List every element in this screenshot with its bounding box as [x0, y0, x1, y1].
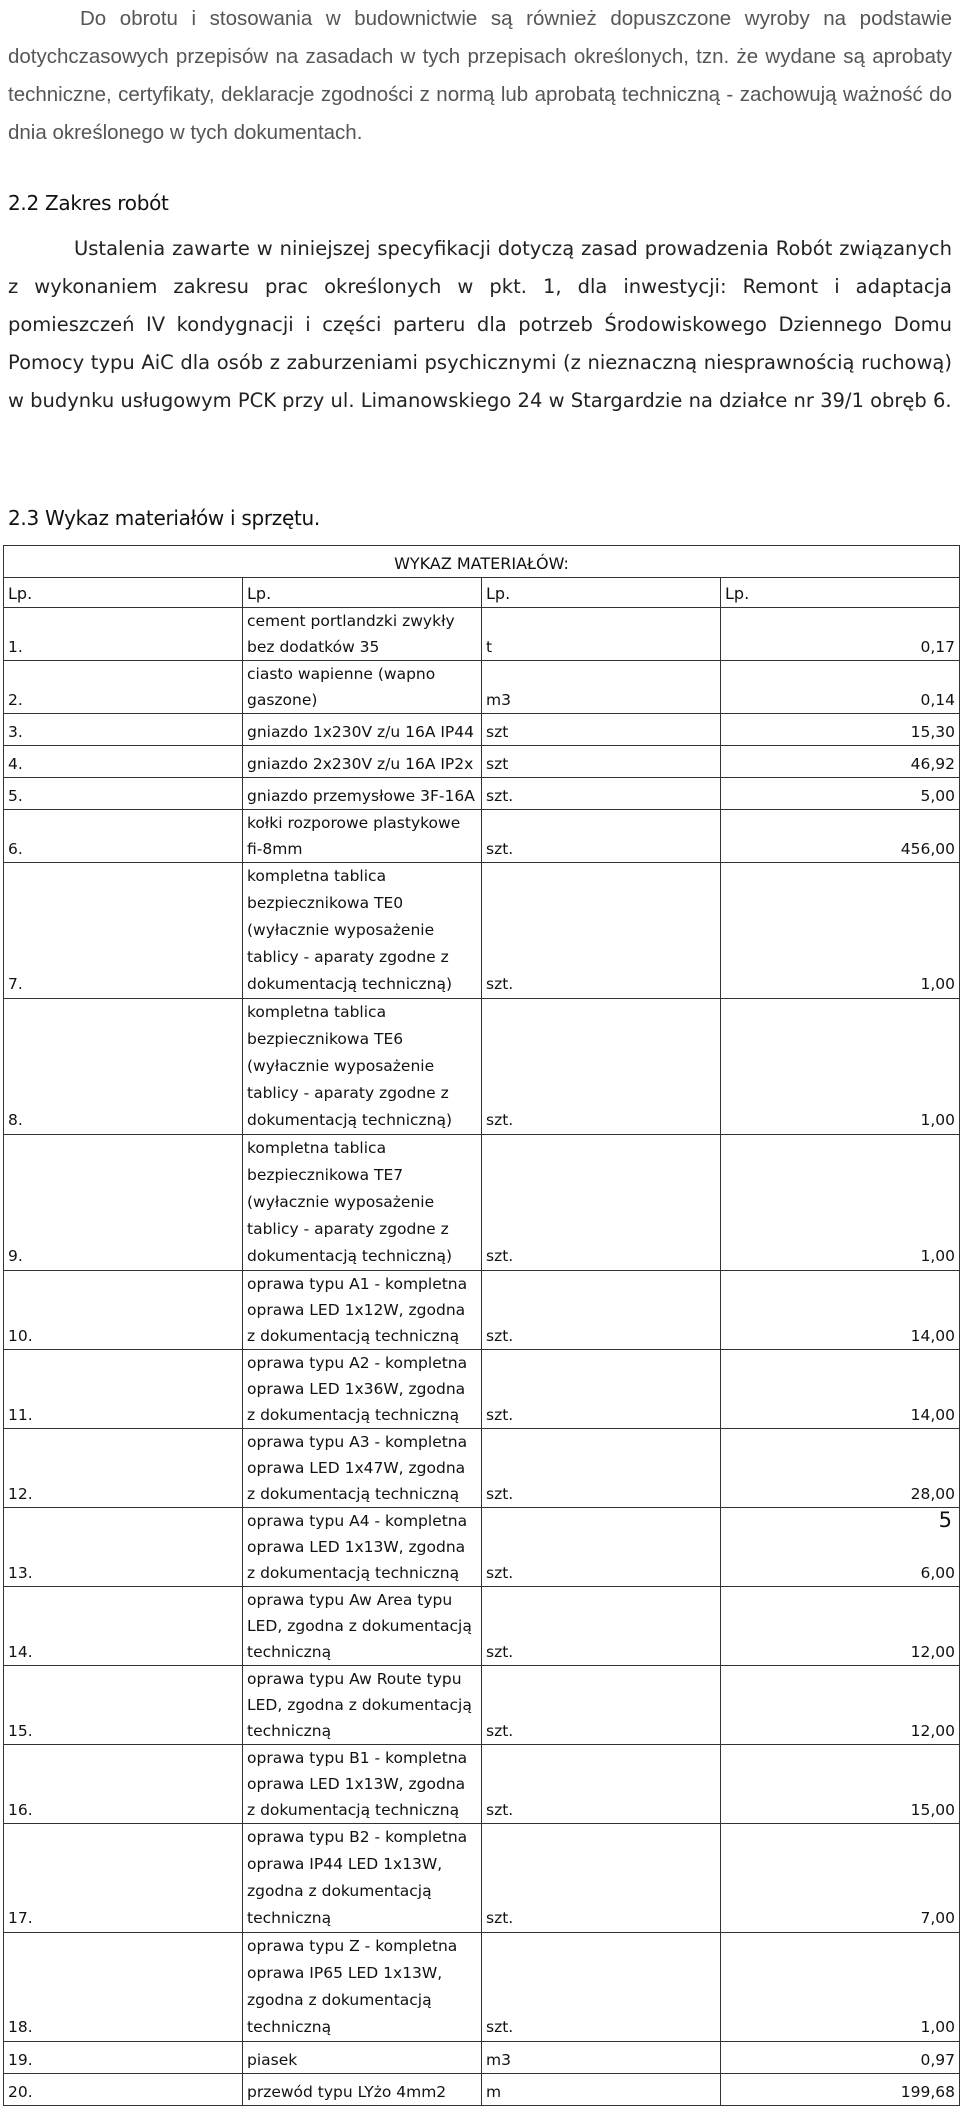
row-unit: szt.: [482, 778, 721, 810]
row-qty: 1,00: [721, 999, 960, 1135]
row-lp: 6.: [4, 810, 243, 863]
row-unit: szt.: [482, 1508, 721, 1587]
row-name: kompletna tablica bezpiecznikowa TE0 (wyłacznie wyposażenie tablicy - aparaty zgodne z dokumentacją techniczną): [243, 863, 482, 999]
row-name: oprawa typu A3 - kompletna oprawa LED 1x47W, zgodna z dokumentacją techniczną: [243, 1429, 482, 1508]
row-qty: 46,92: [721, 746, 960, 778]
table-row: [4, 1745, 960, 1824]
table-row: [4, 1508, 960, 1587]
row-unit: szt: [482, 746, 721, 778]
row-qty: 199,68: [721, 2074, 960, 2106]
row-unit: szt.: [482, 1587, 721, 1666]
table-row: [4, 608, 960, 661]
table-row: [4, 661, 960, 714]
row-name: ciasto wapienne (wapno gaszone): [243, 661, 482, 714]
table-row: [4, 778, 960, 810]
table-row: [4, 1587, 960, 1666]
row-name: przewód typu LYżo 4mm2: [243, 2074, 482, 2106]
row-lp: 18.: [4, 1933, 243, 2042]
row-unit: t: [482, 608, 721, 661]
row-unit: szt.: [482, 1350, 721, 1429]
row-name: oprawa typu Z - kompletna oprawa IP65 LED 1x13W, zgodna z dokumentacją techniczną: [243, 1933, 482, 2042]
header-name: Lp.: [243, 578, 482, 608]
header-unit: Lp.: [482, 578, 721, 608]
row-qty: 6,00: [721, 1508, 960, 1587]
row-name: oprawa typu Aw Area typu LED, zgodna z dokumentacją techniczną: [243, 1587, 482, 1666]
row-qty: 1,00: [721, 1933, 960, 2042]
row-lp: 19.: [4, 2042, 243, 2074]
header-lp: Lp.: [4, 578, 243, 608]
row-name: oprawa typu B2 - kompletna oprawa IP44 LED 1x13W, zgodna z dokumentacją techniczną: [243, 1824, 482, 1933]
table-row: [4, 1271, 960, 1350]
row-lp: 12.: [4, 1429, 243, 1508]
row-qty: 14,00: [721, 1350, 960, 1429]
row-unit: szt.: [482, 1429, 721, 1508]
row-lp: 13.: [4, 1508, 243, 1587]
row-qty: 0,97: [721, 2042, 960, 2074]
row-unit: szt.: [482, 810, 721, 863]
row-qty: 1,00: [721, 1135, 960, 1271]
row-lp: 7.: [4, 863, 243, 999]
table-row: [4, 1135, 960, 1271]
row-unit: szt.: [482, 1933, 721, 2042]
table-row: [4, 2042, 960, 2074]
row-unit: szt.: [482, 1745, 721, 1824]
row-lp: 8.: [4, 999, 243, 1135]
row-lp: 2.: [4, 661, 243, 714]
row-qty: 5,00: [721, 778, 960, 810]
table-row: [4, 714, 960, 746]
section-2-2-text: Ustalenia zawarte w niniejszej specyfikacji dotyczą zasad prowadzenia Robót związanych z wykonaniem zakresu prac określonych w pkt. 1, dla inwestycji: Remont i adaptacja pomieszczeń IV kondygnacji i części parteru dla potrzeb Środowiskowego Dziennego Domu Pomocy typu AiC dla osób z zaburzeniami psychicznymi (z nieznaczną niesprawnością ruchową) w budynku usługowym PCK przy ul. Limanowskiego 24 w Stargardzie na działce nr 39/1 obręb 6.: [8, 237, 952, 412]
row-lp: 3.: [4, 714, 243, 746]
row-name: kompletna tablica bezpiecznikowa TE7 (wyłacznie wyposażenie tablicy - aparaty zgodne z dokumentacją techniczną): [243, 1135, 482, 1271]
row-name: cement portlandzki zwykły bez dodatków 35: [243, 608, 482, 661]
row-unit: szt.: [482, 1666, 721, 1745]
row-qty: 0,14: [721, 661, 960, 714]
row-name: oprawa typu A4 - kompletna oprawa LED 1x13W, zgodna z dokumentacją techniczną: [243, 1508, 482, 1587]
row-qty: 15,00: [721, 1745, 960, 1824]
row-lp: 11.: [4, 1350, 243, 1429]
row-lp: 14.: [4, 1587, 243, 1666]
row-unit: szt: [482, 714, 721, 746]
table-row: [4, 1350, 960, 1429]
table-row: [4, 863, 960, 999]
row-name: oprawa typu Aw Route typu LED, zgodna z dokumentacją techniczną: [243, 1666, 482, 1745]
row-unit: m3: [482, 661, 721, 714]
table-title: WYKAZ MATERIAŁÓW:: [4, 546, 960, 578]
row-name: kompletna tablica bezpiecznikowa TE6 (wyłacznie wyposażenie tablicy - aparaty zgodne z dokumentacją techniczną): [243, 999, 482, 1135]
table-row: [4, 2074, 960, 2106]
table-title-row: [4, 546, 960, 578]
row-name: oprawa typu A2 - kompletna oprawa LED 1x36W, zgodna z dokumentacją techniczną: [243, 1350, 482, 1429]
row-lp: 20.: [4, 2074, 243, 2106]
intro-text: Do obrotu i stosowania w budownictwie są również dopuszczone wyroby na podstawie dotychczasowych przepisów na zasadach w tych przepisach określonych, tzn. że wydane są aprobaty techniczne, certyfikaty, deklaracje zgodności z normą lub aprobatą techniczną - zachowują ważność do dnia określonego w tych dokumentach.: [8, 7, 952, 144]
row-name: gniazdo przemysłowe 3F-16A: [243, 778, 482, 810]
row-lp: 9.: [4, 1135, 243, 1271]
materials-table: [3, 545, 960, 2106]
page-number: 5: [938, 1508, 952, 1532]
row-lp: 4.: [4, 746, 243, 778]
table-row: [4, 1429, 960, 1508]
row-qty: 28,00: [721, 1429, 960, 1508]
header-qty: Lp.: [721, 578, 960, 608]
row-qty: 1,00: [721, 863, 960, 999]
row-lp: 16.: [4, 1745, 243, 1824]
row-name: gniazdo 1x230V z/u 16A IP44: [243, 714, 482, 746]
row-unit: szt.: [482, 1271, 721, 1350]
section-2-2-paragraph: [8, 230, 952, 420]
row-unit: szt.: [482, 999, 721, 1135]
row-qty: 15,30: [721, 714, 960, 746]
row-qty: 0,17: [721, 608, 960, 661]
table-row: [4, 1933, 960, 2042]
row-lp: 10.: [4, 1271, 243, 1350]
row-unit: m: [482, 2074, 721, 2106]
row-qty: 12,00: [721, 1666, 960, 1745]
row-qty: 7,00: [721, 1824, 960, 1933]
table-row: [4, 746, 960, 778]
row-name: oprawa typu B1 - kompletna oprawa LED 1x13W, zgodna z dokumentacją techniczną: [243, 1745, 482, 1824]
row-unit: m3: [482, 2042, 721, 2074]
table-row: [4, 1824, 960, 1933]
row-name: piasek: [243, 2042, 482, 2074]
table-header-row: [4, 578, 960, 608]
row-name: gniazdo 2x230V z/u 16A IP2x: [243, 746, 482, 778]
intro-paragraph: [8, 0, 952, 152]
row-name: oprawa typu A1 - kompletna oprawa LED 1x12W, zgodna z dokumentacją techniczną: [243, 1271, 482, 1350]
row-unit: szt.: [482, 1824, 721, 1933]
row-unit: szt.: [482, 1135, 721, 1271]
row-unit: szt.: [482, 863, 721, 999]
table-row: [4, 999, 960, 1135]
row-name: kołki rozporowe plastykowe fi-8mm: [243, 810, 482, 863]
table-row: [4, 1666, 960, 1745]
row-qty: 456,00: [721, 810, 960, 863]
section-2-2-heading: 2.2 Zakres robót: [8, 191, 169, 215]
row-lp: 17.: [4, 1824, 243, 1933]
row-lp: 15.: [4, 1666, 243, 1745]
row-lp: 5.: [4, 778, 243, 810]
table-row: [4, 810, 960, 863]
row-qty: 14,00: [721, 1271, 960, 1350]
section-2-3-heading: 2.3 Wykaz materiałów i sprzętu.: [8, 506, 320, 530]
row-qty: 12,00: [721, 1587, 960, 1666]
row-lp: 1.: [4, 608, 243, 661]
